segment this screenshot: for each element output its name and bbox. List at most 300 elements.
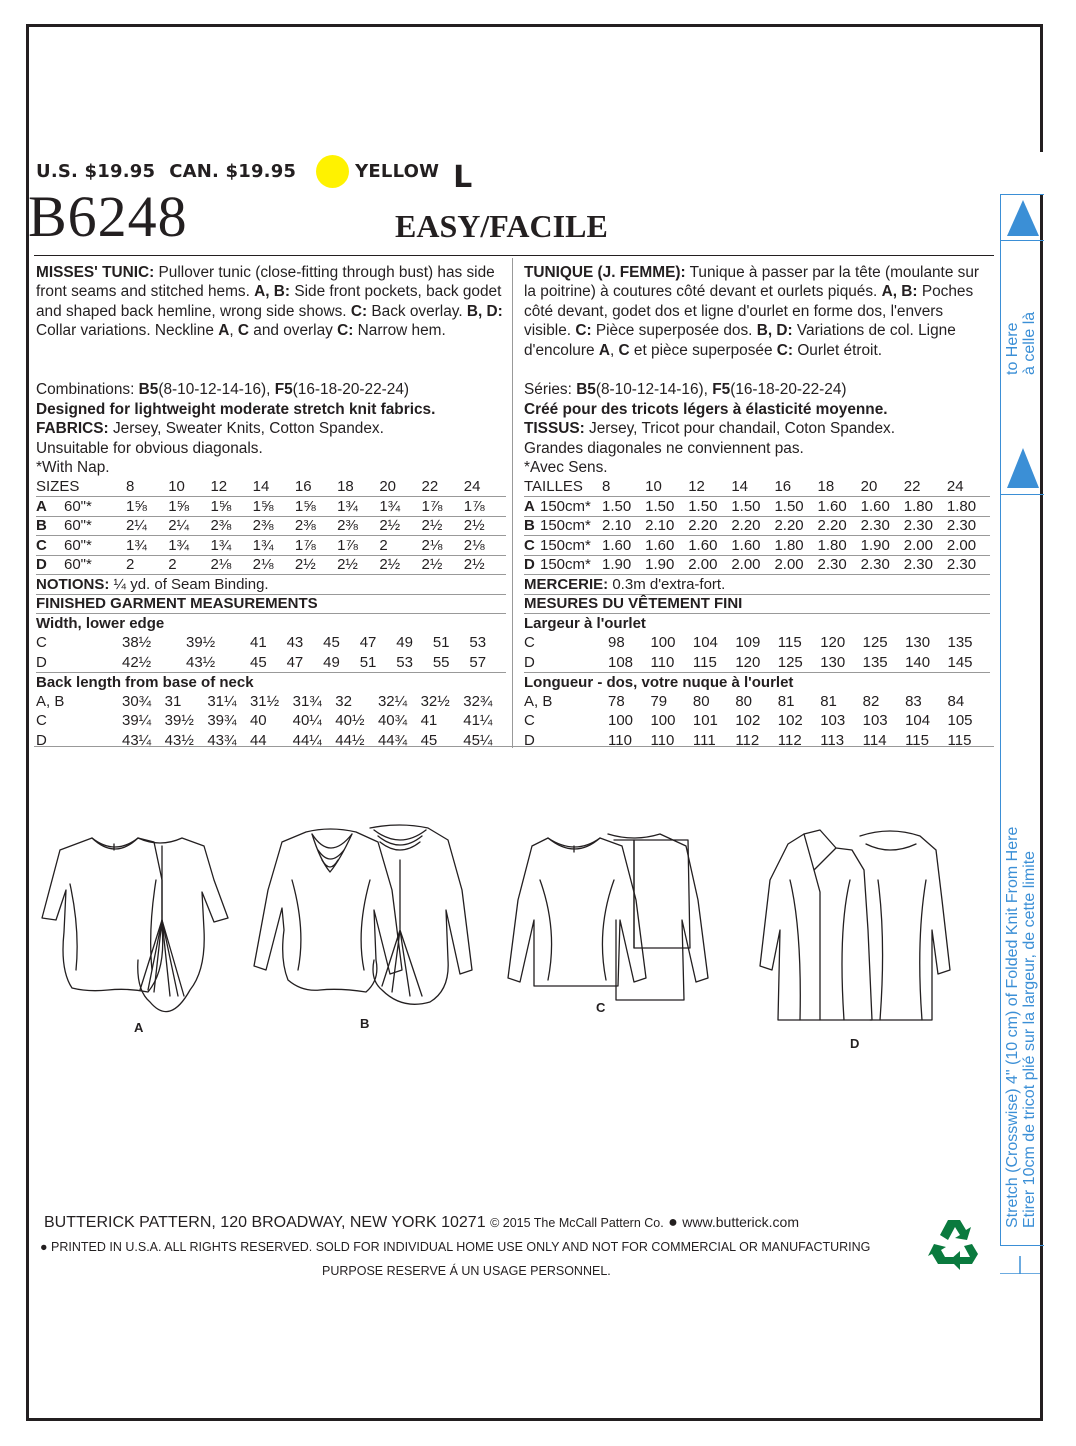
difficulty-label: EASY/FACILE: [395, 208, 608, 244]
view-letter: D: [36, 555, 64, 575]
view-letter: C: [524, 634, 535, 652]
desc-text: Tunique à passer par la tête (moulante sur la poitrine) à coutures côté devant et ourlets piqués.: [524, 264, 980, 301]
measure-cell: 78: [608, 692, 625, 710]
measure-cell: 45: [323, 634, 340, 652]
rights-text: PRINTED IN U.S.A. ALL RIGHTS RESERVED. SOLD FOR INDIVIDUAL HOME USE ONLY AND NOT FOR COMMERCIAL OR MANUFACTURING: [51, 1240, 871, 1254]
measure-cell: 104: [692, 634, 718, 652]
measure-cell: 110: [608, 731, 632, 749]
combo-code: F5: [712, 381, 731, 398]
measure-cell: 140: [905, 653, 931, 671]
notions-row: [524, 575, 990, 595]
size-header: 16: [295, 477, 337, 497]
view-d-front: [760, 830, 872, 1020]
desc-text: ,: [229, 322, 238, 340]
measure-cell: 31½: [249, 692, 280, 710]
yardage-cell: 1⅝: [126, 497, 168, 517]
footer-address: [44, 1214, 799, 1232]
measure-cell: 32¼: [377, 692, 408, 710]
description-en: [36, 263, 506, 341]
combo-sizes: (8-10-12-14-16),: [158, 381, 275, 398]
yardage-cell: 1.60: [731, 536, 774, 556]
measure-cell: 43: [286, 634, 304, 652]
view-ref: C:: [575, 322, 592, 340]
measure-cell: 125: [862, 634, 888, 652]
yardage-cell: 1.90: [645, 555, 688, 575]
yardage-cell: 2.30: [904, 516, 947, 536]
yardage-cell: 2⅜: [253, 516, 295, 536]
measure-cell: 114: [862, 731, 887, 749]
gauge-rule: [1000, 240, 1044, 241]
yardage-row: [524, 536, 990, 556]
yardage-cell: 1⅞: [422, 497, 464, 517]
gauge-here-text: [1004, 312, 1038, 375]
size-group: L: [453, 160, 473, 195]
yardage-cell: 1¾: [126, 536, 168, 556]
fabrics-label: TISSUS:: [524, 420, 585, 437]
view-d-label: D: [850, 1036, 860, 1050]
yardage-cell: 1.90: [861, 536, 904, 556]
size-header: 16: [774, 477, 817, 497]
yardage-cell: 1⅝: [295, 497, 337, 517]
measure-cell: 111: [692, 731, 716, 749]
yardage-cell: 1⅝: [253, 497, 295, 517]
size-header: 20: [379, 477, 421, 497]
view-letter: B: [524, 516, 540, 536]
top-rule: [34, 255, 994, 256]
measure-cell: 98: [608, 634, 625, 652]
desc-text: Collar variations. Neckline: [36, 322, 219, 340]
measure-cell: 39½: [186, 634, 216, 652]
combinations-line: [36, 380, 506, 400]
measure-cell: 112: [777, 731, 802, 749]
yardage-cell: 2.20: [774, 516, 817, 536]
yardage-table-fr: [524, 477, 990, 595]
measure-row: [36, 633, 506, 653]
measure-cell: 57: [469, 653, 487, 671]
measure-cell: 104: [905, 712, 931, 730]
yardage-cell: 2.00: [947, 536, 990, 556]
fabric-width: 60"*: [64, 555, 126, 575]
us-price: U.S. $19.95: [36, 161, 156, 182]
view-letter: D: [524, 731, 535, 749]
measure-cell: 109: [735, 634, 761, 652]
yardage-cell: 2⅛: [422, 536, 464, 556]
website-link[interactable]: www.butterick.com: [682, 1214, 799, 1230]
measure-cell: 130: [905, 634, 931, 652]
envelope-color: YELLOW: [355, 161, 440, 182]
description-fr: [524, 263, 994, 360]
view-b-back: [370, 825, 472, 1004]
measure-cell: 115: [777, 634, 802, 652]
measure-cell: 81: [777, 692, 795, 710]
measure-cell: 44: [249, 731, 267, 749]
yardage-cell: 1⅝: [210, 497, 252, 517]
yardage-cell: 1⅞: [295, 536, 337, 556]
desc-text: et pièce superposée: [629, 341, 777, 359]
notions-text: ¼ yd. of Seam Binding.: [109, 575, 269, 593]
yardage-cell: 2: [126, 555, 168, 575]
combo-sizes: (16-18-20-22-24): [292, 381, 410, 398]
measure-cell: 32½: [420, 692, 450, 710]
fabrics-label: FABRICS:: [36, 420, 109, 437]
combinations-line: [524, 380, 994, 400]
size-header: 18: [818, 477, 861, 497]
measure-cell: 110: [650, 653, 675, 671]
yardage-row: [36, 536, 506, 556]
yardage-cell: 2.00: [731, 555, 774, 575]
yardage-cell: 2.20: [688, 516, 731, 536]
yardage-row: [36, 555, 506, 575]
width-title: Largeur à l'ourlet: [524, 614, 646, 632]
view-letter: D: [524, 555, 540, 575]
measurements-title: MESURES DU VÊTEMENT FINI: [524, 594, 990, 614]
measure-cell: 113: [820, 731, 845, 749]
measure-cell: 32: [335, 692, 352, 710]
fabrics-line: [524, 419, 994, 439]
measure-cell: 115: [692, 653, 717, 671]
view-letter: C: [36, 536, 64, 556]
notions-label: MERCERIE:: [524, 575, 609, 593]
gauge-stretch-en: Stretch (Crosswise) 4" (10 cm) of Folded Knit From Here: [1004, 826, 1021, 1228]
desc-text: Narrow hem.: [353, 322, 446, 340]
yardage-cell: 1.80: [904, 497, 947, 517]
yardage-cell: 1¾: [210, 536, 252, 556]
notions: [524, 575, 990, 595]
sizes-header-row: [524, 477, 990, 497]
yardage-cell: 1⅞: [464, 497, 506, 517]
measure-cell: 49: [396, 634, 413, 652]
length-title: Longueur - dos, votre nuque à l'ourlet: [524, 672, 990, 692]
view-ref: C: [618, 341, 630, 359]
yardage-cell: 2⅛: [464, 536, 506, 556]
measure-cell: 31¾: [292, 692, 322, 710]
view-letter: A: [36, 497, 64, 517]
size-header: 24: [947, 477, 990, 497]
measure-cell: 47: [359, 634, 377, 652]
yardage-cell: 2.20: [818, 516, 861, 536]
measure-cell: 43½: [164, 731, 194, 749]
fabric-width: 60"*: [64, 497, 126, 517]
size-header: 24: [464, 477, 506, 497]
yardage-cell: 2.30: [861, 555, 904, 575]
view-ref: B, D:: [466, 302, 503, 320]
fabric-info-fr: [524, 380, 994, 478]
yardage-cell: 1.50: [774, 497, 817, 517]
size-header: 20: [861, 477, 904, 497]
yardage-cell: 1.60: [645, 536, 688, 556]
measure-cell: 43¾: [207, 731, 237, 749]
view-c-label: C: [596, 1000, 606, 1015]
size-header: 22: [904, 477, 947, 497]
gauge-rule: [1000, 494, 1044, 495]
view-b-front: [254, 829, 402, 992]
yardage-cell: 2½: [422, 555, 464, 575]
yardage-cell: 2½: [337, 555, 379, 575]
size-header: 10: [645, 477, 688, 497]
measure-cell: 49: [323, 653, 340, 671]
measure-cell: 41: [420, 712, 438, 730]
yardage-cell: 1⅝: [168, 497, 210, 517]
measure-cell: 45¼: [463, 731, 493, 749]
yardage-cell: 2: [168, 555, 210, 575]
yardage-cell: 2.20: [731, 516, 774, 536]
desc-text: Poches côté devant, godet dos et ligne d'ourlet en forme dos, l'envers visible.: [524, 283, 974, 340]
yardage-cell: 2⅛: [253, 555, 295, 575]
yardage-cell: 2.00: [774, 555, 817, 575]
view-c-back: [608, 834, 708, 1000]
combo-sizes: (8-10-12-14-16),: [595, 381, 713, 398]
measure-cell: 51: [359, 653, 377, 671]
yardage-cell: 2: [379, 536, 421, 556]
can-price: CAN. $19.95: [169, 161, 297, 182]
measure-cell: 31¼: [207, 692, 237, 710]
yardage-cell: 2½: [379, 516, 421, 536]
measure-cell: 80: [735, 692, 752, 710]
sizes-header-row: [36, 477, 506, 497]
measure-row: [36, 731, 506, 751]
length-title: Back length from base of neck: [36, 672, 506, 692]
yardage-cell: 1¾: [168, 536, 210, 556]
size-header: 12: [210, 477, 252, 497]
measure-cell: 40: [249, 712, 267, 730]
color-dot-icon: [316, 155, 349, 188]
view-letter: C: [524, 712, 535, 730]
gauge-here-en: to Here: [1004, 322, 1021, 375]
yardage-cell: 1¾: [253, 536, 295, 556]
size-header: 18: [337, 477, 379, 497]
view-c-front: [508, 838, 646, 986]
size-header: 14: [731, 477, 774, 497]
measure-cell: 51: [432, 634, 450, 652]
view-b-label: B: [360, 1016, 370, 1031]
fabrics-text: Jersey, Sweater Knits, Cotton Spandex.: [108, 420, 384, 437]
notions-text: 0.3m d'extra-fort.: [608, 575, 726, 593]
measure-cell: 130: [820, 653, 846, 671]
measure-cell: 105: [947, 712, 973, 730]
yardage-row: [36, 497, 506, 517]
desc-text: and overlay: [249, 322, 338, 340]
size-header: 8: [602, 477, 645, 497]
measure-cell: 115: [905, 731, 929, 749]
notions-label: NOTIONS:: [36, 575, 110, 593]
measure-cell: 120: [820, 634, 846, 652]
measure-row: [524, 653, 990, 673]
measure-cell: 120: [735, 653, 761, 671]
nap-note: *With Nap.: [36, 459, 110, 476]
measure-cell: 115: [947, 731, 972, 749]
yardage-cell: 1.50: [645, 497, 688, 517]
gauge-start-mark: [1000, 1254, 1040, 1274]
measure-cell: 125: [777, 653, 803, 671]
yardage-cell: 2.30: [818, 555, 861, 575]
measure-cell: 43¼: [122, 731, 152, 749]
fabric-info-en: [36, 380, 506, 478]
measure-cell: 39½: [164, 712, 194, 730]
measure-cell: 55: [432, 653, 450, 671]
measure-cell: 31: [164, 692, 182, 710]
yardage-cell: 2.00: [688, 555, 731, 575]
view-ref: C:: [350, 302, 368, 320]
yardage-cell: 1.50: [731, 497, 774, 517]
yardage-cell: 2½: [295, 555, 337, 575]
yardage-row: [524, 497, 990, 517]
measure-cell: 45: [420, 731, 438, 749]
measure-cell: 44¾: [377, 731, 408, 749]
measure-cell: 82: [862, 692, 880, 710]
yardage-cell: 1.60: [861, 497, 904, 517]
width-title: Width, lower edge: [36, 614, 165, 632]
view-letter: D: [524, 653, 535, 671]
measure-cell: 53: [396, 653, 413, 671]
measure-cell: 102: [735, 712, 761, 730]
measure-cell: 135: [947, 634, 973, 652]
measure-cell: 42½: [122, 653, 152, 671]
measure-cell: 100: [650, 712, 676, 730]
view-letter: C: [36, 712, 47, 730]
measure-cell: 79: [650, 692, 668, 710]
yardage-cell: 2½: [379, 555, 421, 575]
gauge-stretch-fr: Etirer 10cm de tricot plié sur la largeur, de cette limite: [1021, 850, 1038, 1228]
yardage-grid: [36, 477, 506, 595]
combinations-label: Combinations:: [36, 381, 139, 398]
unsuitable-note: Unsuitable for obvious diagonals.: [36, 439, 263, 457]
measurements-fr: [524, 594, 990, 750]
length-table: [36, 692, 506, 751]
arrow-up-icon: [1006, 446, 1040, 490]
view-letter: A, B: [36, 692, 65, 710]
designed-for: Créé pour des tricots légers à élasticité moyenne.: [524, 400, 888, 418]
yardage-cell: 1¾: [379, 497, 421, 517]
yardage-cell: 2.30: [904, 555, 947, 575]
size-header: 22: [422, 477, 464, 497]
yardage-cell: 2⅜: [337, 516, 379, 536]
yardage-cell: 2½: [422, 516, 464, 536]
title-en: MISSES' TUNIC:: [36, 264, 155, 281]
view-ref: C: [237, 322, 250, 340]
yardage-cell: 1⅞: [337, 536, 379, 556]
measure-cell: 47: [286, 653, 304, 671]
view-ref: A: [218, 322, 230, 340]
measure-cell: 83: [905, 692, 922, 710]
measure-cell: 112: [735, 731, 760, 749]
yardage-cell: 1.50: [688, 497, 731, 517]
desc-text: Back overlay.: [367, 302, 467, 320]
measure-cell: 100: [650, 634, 676, 652]
copyright: © 2015 The McCall Pattern Co.: [490, 1216, 664, 1230]
yardage-cell: 2¼: [168, 516, 210, 536]
yardage-cell: 2⅜: [295, 516, 337, 536]
yardage-cell: 2⅜: [210, 516, 252, 536]
sizes-label: SIZES: [36, 477, 126, 497]
view-ref: C:: [337, 322, 354, 340]
measure-cell: 40¾: [377, 712, 408, 730]
fabric-width: 60"*: [64, 516, 126, 536]
company-address: BUTTERICK PATTERN, 120 BROADWAY, NEW YORK 10271: [44, 1214, 486, 1231]
fabric-width: 150cm*: [540, 536, 602, 556]
yardage-row: [36, 516, 506, 536]
desc-text: Variations de col. Ligne d'encolure: [524, 322, 956, 359]
view-letter: D: [36, 653, 47, 671]
yardage-cell: 2.30: [861, 516, 904, 536]
width-table: [524, 633, 990, 672]
yardage-grid: [524, 477, 990, 595]
measure-cell: 103: [820, 712, 846, 730]
view-ref: C:: [776, 341, 794, 359]
footer-rights-fr: PURPOSE RESERVE Á UN USAGE PERSONNEL.: [322, 1264, 611, 1278]
notions: [36, 575, 506, 595]
fabric-width: 150cm*: [540, 497, 602, 517]
yardage-row: [524, 555, 990, 575]
measure-cell: 101: [692, 712, 718, 730]
gauge-here-fr: à celle là: [1021, 311, 1038, 375]
garment-illustrations: [30, 820, 990, 1050]
view-ref: A: [598, 341, 610, 359]
width-table: [36, 633, 506, 672]
measure-cell: 80: [692, 692, 710, 710]
desc-text: Pullover tunic (close-fitting through bust) has side front seams and stitched hems.: [36, 264, 495, 301]
pattern-number: B6248: [28, 184, 188, 249]
yardage-cell: 1.80: [774, 536, 817, 556]
arrow-up-icon: [1006, 198, 1040, 238]
measure-cell: 110: [650, 731, 675, 749]
measure-cell: 40½: [335, 712, 365, 730]
measure-row: [524, 731, 990, 751]
sizes-label: TAILLES: [524, 477, 602, 497]
measure-cell: 44¼: [292, 731, 322, 749]
yardage-cell: 2.00: [904, 536, 947, 556]
yardage-cell: 1.60: [688, 536, 731, 556]
column-divider: [512, 258, 513, 748]
measure-cell: 145: [947, 653, 973, 671]
designed-for: Designed for lightweight moderate stretch knit fabrics.: [36, 400, 436, 418]
recycle-icon: [926, 1214, 982, 1270]
measure-cell: 39¼: [122, 712, 152, 730]
yardage-cell: 1.60: [818, 497, 861, 517]
view-a-front: [42, 838, 163, 992]
yardage-row: [524, 516, 990, 536]
measure-cell: 43½: [186, 653, 216, 671]
combo-sizes: (16-18-20-22-24): [730, 381, 847, 398]
fabrics-line: [36, 419, 506, 439]
measurements-title: FINISHED GARMENT MEASUREMENTS: [36, 594, 506, 614]
size-header: 10: [168, 477, 210, 497]
yardage-cell: 2.30: [947, 555, 990, 575]
measure-cell: 103: [862, 712, 888, 730]
combo-code: F5: [274, 381, 293, 398]
view-letter: B: [36, 516, 64, 536]
notions-row: [36, 575, 506, 595]
measure-row: [524, 711, 990, 731]
measure-row: [36, 711, 506, 731]
footer-rights: [40, 1240, 870, 1254]
desc-text: ,: [609, 341, 619, 359]
measure-cell: 32¾: [463, 692, 493, 710]
view-letter: A, B: [524, 692, 553, 710]
view-letter: A: [524, 497, 540, 517]
measure-row: [36, 692, 506, 712]
fabrics-text: Jersey, Tricot pour chandail, Coton Spandex.: [584, 420, 895, 437]
measure-row: [524, 633, 990, 653]
measure-cell: 44½: [335, 731, 365, 749]
yardage-table-en: [36, 477, 506, 595]
measure-cell: 102: [777, 712, 803, 730]
measure-cell: 108: [608, 653, 634, 671]
measure-cell: 41¼: [463, 712, 493, 730]
yardage-cell: 1.80: [818, 536, 861, 556]
measure-cell: 39¾: [207, 712, 237, 730]
fabric-width: 150cm*: [540, 555, 602, 575]
yardage-cell: 1.90: [602, 555, 645, 575]
